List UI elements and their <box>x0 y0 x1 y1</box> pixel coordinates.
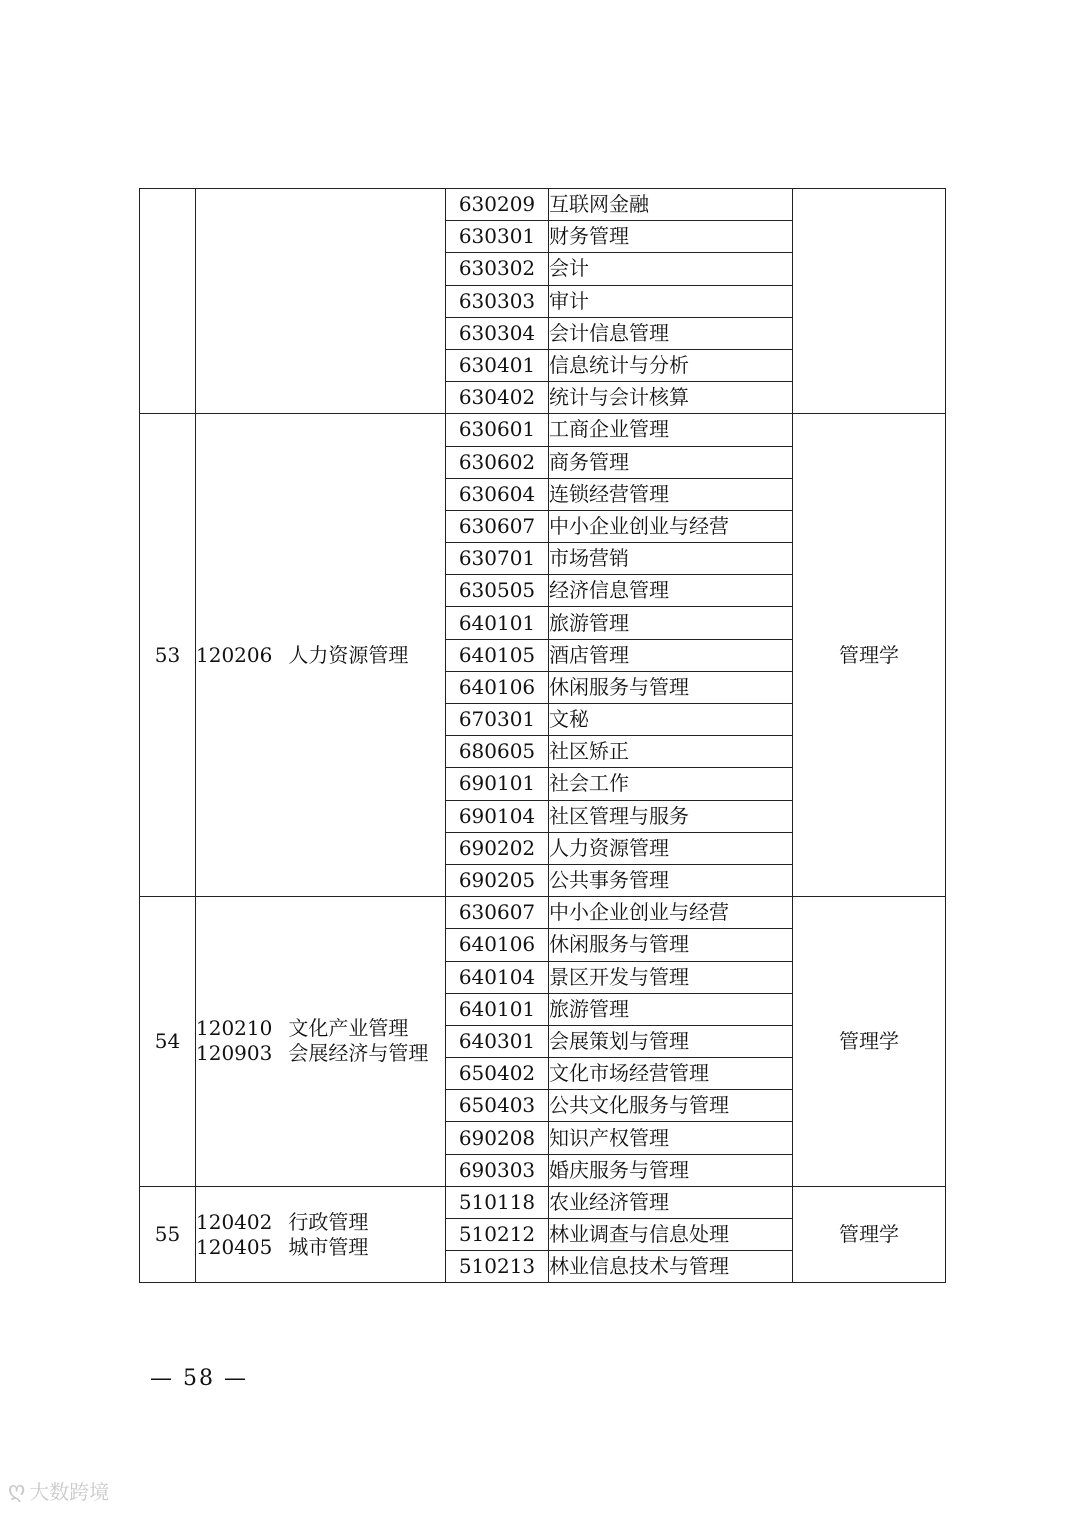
vocational-major-name: 社区矫正 <box>549 736 793 768</box>
vocational-major-name: 中小企业创业与经营 <box>549 510 793 542</box>
undergraduate-major <box>196 643 445 668</box>
discipline-category <box>793 189 946 414</box>
vocational-major-code: 640301 <box>446 1025 549 1057</box>
vocational-major-name: 休闲服务与管理 <box>549 929 793 961</box>
table-row <box>140 189 946 221</box>
vocational-major-name: 工商企业管理 <box>549 414 793 446</box>
vocational-major-code: 690208 <box>446 1122 549 1154</box>
vocational-major-name: 文秘 <box>549 704 793 736</box>
vocational-major-name: 酒店管理 <box>549 639 793 671</box>
discipline-category: 管理学 <box>793 897 946 1187</box>
group-number: 55 <box>140 1186 196 1283</box>
vocational-major-name: 财务管理 <box>549 221 793 253</box>
vocational-major-name: 信息统计与分析 <box>549 349 793 381</box>
undergraduate-major-code: 120903 <box>196 1041 273 1066</box>
undergraduate-major <box>196 1235 445 1260</box>
vocational-major-name: 公共事务管理 <box>549 864 793 896</box>
watermark-text: 大数跨境 <box>29 1480 110 1504</box>
vocational-major-code: 690205 <box>446 864 549 896</box>
undergraduate-major-name: 会展经济与管理 <box>288 1041 429 1066</box>
undergraduate-major <box>196 1210 445 1235</box>
vocational-major-name: 会计信息管理 <box>549 317 793 349</box>
undergraduate-major-name: 文化产业管理 <box>288 1016 409 1041</box>
vocational-major-code: 690202 <box>446 832 549 864</box>
vocational-major-code: 640106 <box>446 671 549 703</box>
undergraduate-major <box>196 1016 445 1041</box>
major-mapping-table <box>139 188 946 1283</box>
vocational-major-name: 会展策划与管理 <box>549 1025 793 1057</box>
vocational-major-code: 630607 <box>446 510 549 542</box>
table-row <box>140 1186 946 1218</box>
vocational-major-code: 630602 <box>446 446 549 478</box>
vocational-major-name: 会计 <box>549 253 793 285</box>
vocational-major-code: 630301 <box>446 221 549 253</box>
vocational-major-code: 510213 <box>446 1251 549 1283</box>
discipline-category: 管理学 <box>793 1186 946 1283</box>
undergraduate-major-code: 120210 <box>196 1016 273 1041</box>
vocational-major-code: 630209 <box>446 189 549 221</box>
vocational-major-code: 680605 <box>446 736 549 768</box>
vocational-major-name: 景区开发与管理 <box>549 961 793 993</box>
vocational-major-name: 经济信息管理 <box>549 575 793 607</box>
vocational-major-name: 审计 <box>549 285 793 317</box>
vocational-major-name: 林业调查与信息处理 <box>549 1219 793 1251</box>
table-row <box>140 414 946 446</box>
vocational-major-code: 630401 <box>446 349 549 381</box>
vocational-major-code: 650402 <box>446 1058 549 1090</box>
vocational-major-code: 630304 <box>446 317 549 349</box>
vocational-major-name: 商务管理 <box>549 446 793 478</box>
undergraduate-major-name: 城市管理 <box>288 1234 369 1259</box>
vocational-major-code: 640101 <box>446 607 549 639</box>
vocational-major-name: 公共文化服务与管理 <box>549 1090 793 1122</box>
vocational-major-name: 旅游管理 <box>549 993 793 1025</box>
undergraduate-major <box>196 1041 445 1066</box>
vocational-major-code: 690303 <box>446 1154 549 1186</box>
undergraduate-majors <box>196 897 446 1187</box>
vocational-major-name: 人力资源管理 <box>549 832 793 864</box>
vocational-major-name: 休闲服务与管理 <box>549 671 793 703</box>
discipline-category: 管理学 <box>793 414 946 897</box>
vocational-major-code: 640106 <box>446 929 549 961</box>
undergraduate-major-name: 人力资源管理 <box>288 642 409 667</box>
vocational-major-code: 690104 <box>446 800 549 832</box>
vocational-major-name: 农业经济管理 <box>549 1186 793 1218</box>
table-body <box>140 189 946 1283</box>
vocational-major-code: 630701 <box>446 543 549 575</box>
vocational-major-code: 670301 <box>446 704 549 736</box>
vocational-major-name: 社会工作 <box>549 768 793 800</box>
vocational-major-name: 旅游管理 <box>549 607 793 639</box>
undergraduate-major-code: 120206 <box>196 642 273 667</box>
watermark <box>8 1476 109 1505</box>
undergraduate-major-code: 120402 <box>196 1209 273 1234</box>
vocational-major-name: 连锁经营管理 <box>549 478 793 510</box>
vocational-major-name: 林业信息技术与管理 <box>549 1251 793 1283</box>
vocational-major-code: 630604 <box>446 478 549 510</box>
vocational-major-code: 630402 <box>446 382 549 414</box>
vocational-major-code: 630302 <box>446 253 549 285</box>
vocational-major-code: 510118 <box>446 1186 549 1218</box>
vocational-major-name: 统计与会计核算 <box>549 382 793 414</box>
vocational-major-code: 640101 <box>446 993 549 1025</box>
vocational-major-name: 婚庆服务与管理 <box>549 1154 793 1186</box>
undergraduate-major-name: 行政管理 <box>288 1209 369 1234</box>
vocational-major-name: 市场营销 <box>549 543 793 575</box>
vocational-major-code: 630607 <box>446 897 549 929</box>
table-row <box>140 897 946 929</box>
vocational-major-code: 640105 <box>446 639 549 671</box>
page-number: — 58 — <box>150 1366 248 1391</box>
vocational-major-code: 630601 <box>446 414 549 446</box>
group-number <box>140 189 196 414</box>
vocational-major-code: 690101 <box>446 768 549 800</box>
vocational-major-name: 知识产权管理 <box>549 1122 793 1154</box>
vocational-major-code: 640104 <box>446 961 549 993</box>
vocational-major-name: 互联网金融 <box>549 189 793 221</box>
vocational-major-code: 630505 <box>446 575 549 607</box>
group-number: 53 <box>140 414 196 897</box>
group-number: 54 <box>140 897 196 1187</box>
undergraduate-majors <box>196 1186 446 1283</box>
vocational-major-code: 650403 <box>446 1090 549 1122</box>
undergraduate-majors <box>196 414 446 897</box>
vocational-major-code: 630303 <box>446 285 549 317</box>
undergraduate-major-code: 120405 <box>196 1234 273 1259</box>
vocational-major-name: 文化市场经营管理 <box>549 1058 793 1090</box>
watermark-logo-icon: ღ <box>8 1478 26 1503</box>
undergraduate-majors <box>196 189 446 414</box>
vocational-major-name: 社区管理与服务 <box>549 800 793 832</box>
vocational-major-code: 510212 <box>446 1219 549 1251</box>
vocational-major-name: 中小企业创业与经营 <box>549 897 793 929</box>
